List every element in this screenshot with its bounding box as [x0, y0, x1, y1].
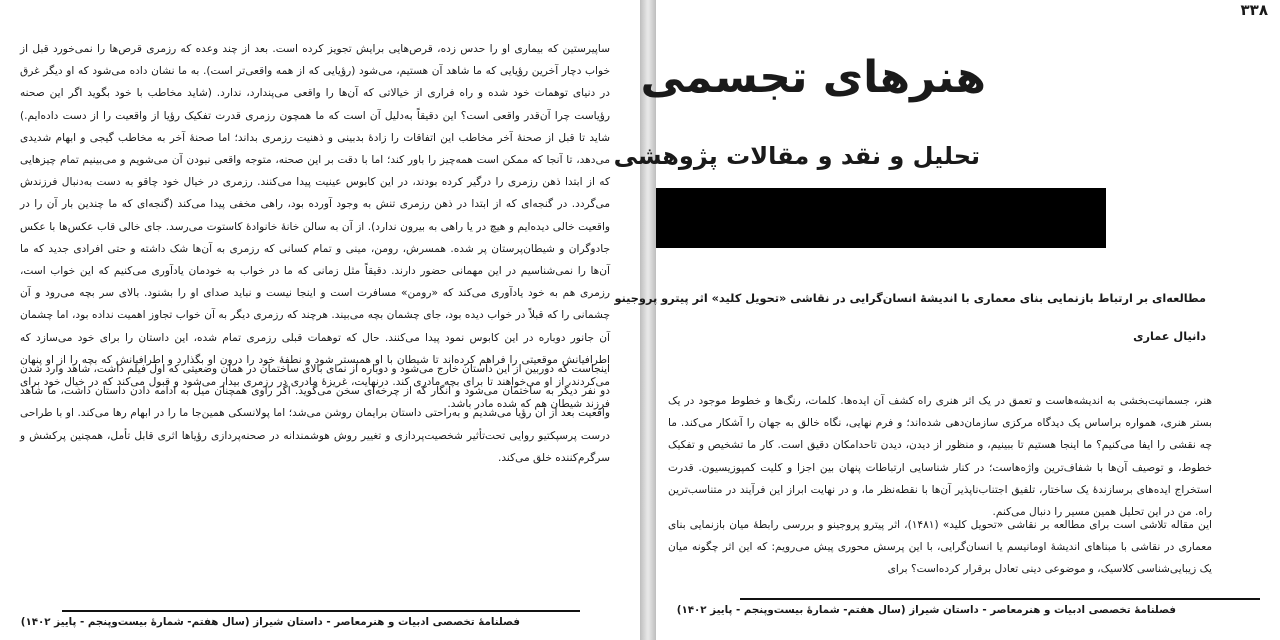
body-paragraph: هنر، جسمانیت‌بخشی به اندیشه‌هاست و تعمق در یک اثر هنری راه کشف آن ایده‌ها. کلمات، رنگ‌ها و خطوط موجود در یک بستر هنری، همواره براساس یک دیدگاه مرکزی سازمان‌دهی شده‌اند؛ و فرم نهایی، نگاه خالق به جهان را آشکار می‌کند. ما چه نقشی را ایفا می‌کنیم؟ ما اینجا هستیم تا ببینیم، و منظور از دیدن، دیدن تاحدامکان دقیق است. کار ما تشخیص و تفکیک خطوط، و توصیف آن‌ها با شفاف‌ترین واژه‌هاست؛ در کنار شناسایی ارتباطات پنهان بین اجزا و کلیت کمپوزیسیون. قدرت استخراج ایده‌های برسازندهٔ یک ساختار، تلفیق اجتناب‌ناپذیر آن‌ها با نقطه‌نظر ما، و در نهایت ابراز این فرآیند در متناسب‌ترین راه. من در این تحلیل همین مسیر را دنبال می‌کنم.	[668, 395, 1212, 519]
body-paragraph: ساپیرستین که بیماری او را حدس زده، قرص‌هایی برایش تجویز کرده است. بعد از چند وعده که رزمری قرص‌ها را نمی‌خورد قبل از خواب دچار آخرین رؤیایی که ما شاهد آن هستیم، می‌شود (رؤیایی که از همه واقعی‌تر است). به ما نشان داده می‌شود که او دیگر غرق در دنیای توهمات خود شده و راه فراری از خیالاتی که آن‌ها را واقعی می‌پندارد، ندارد. (شاید مخاطب با خود بگوید اگر این صحنه رؤیاست چرا آن‌قدر واقعی است؟ این دقیقاً به‌دلیل آن است که ما همچون رزمری قدرت تفکیک رؤیا از واقعیت را از دست داده‌ایم.) شاید تا قبل از صحنهٔ آخر مخاطب این اتفاقات را زادهٔ بدبینی و ذهنیت رزمری بداند؛ اما صحنهٔ آخر به مخاطب گیجی و ابهام شدیدی می‌دهد، تا آنجا که ممکن است همه‌چیز را باور کند؛ اما با دقت بر این صحنه، متوجه واقعی نبودن آن می‌شویم و می‌بینیم تمام چیزهایی که از ابتدا ذهن رزمری را درگیر کرده بودند، در این کابوس عینیت پیدا می‌کنند. رزمری در خیال خود چاقو به دست به‌دنبال فرزندش می‌گردد. در گنجه‌ای که از ابتدا در ذهن رزمری تنش به وجود آورده بود، راهی مخفی پیدا می‌کند (گنجه‌ای که ما چندین بار آن را در واقعیت خالی دیده‌ایم و هیچ در یا راهی به بیرون ندارد). از آن به سالن خانهٔ خانوادهٔ کاستوت می‌رسد. جای خالی قاب عکس‌ها با عکس جادوگران و شیطان‌پرستان پر شده. همسرش، رومن، مینی و تمام کسانی که رزمری به آن‌ها شک داشته و حتی افرادی جدید که ما آن‌ها را نمی‌شناسیم در این مهمانی حضور دارند. دقیقاً مثل زمانی که ما در خواب به خودمان یادآوری می‌کنیم که این خواب است، رزمری هم به خود یادآوری می‌کند که «رومن» مسافرت است و اینجا نیست و نباید صدای او را بشنود. بالای سر بچه می‌رود و آن چشمانی را که قبلاً در خواب دیده بود، جای چشمان بچه می‌بیند. هرچند که رزمری دیگر به آن خواب تجاوز اهمیت نداده بود، اما چشمان آن جانور دوباره در این کابوس نمود پیدا می‌کنند. حال که توهمات قبلی رزمری تمام شده، این داستان را برای خود می‌سازد که اطرافیانش موقعیتی را فراهم کرده‌اند تا شیطان با او همبستر شود و نطفهٔ خود را درون او بگذارد و اطرافیانش که بچه را از او پنهان می‌کردند، از او می‌خواهند تا برای بچه مادری کند. درنهایت، غریزهٔ مادری در رزمری بیدار می‌شود و قبول می‌کند که در خیال خود برای فرزند شیطان هم که شده مادر باشد.	[20, 43, 610, 411]
section-subtitle: تحلیل و نقد و مقالات پژوهشی	[613, 142, 980, 170]
article-title: مطالعه‌ای بر ارتباط بازنمایی بنای معماری با اندیشهٔ انسان‌گرایی در نقاشی «تحویل کلید» اثر پیترو پروجینو	[614, 292, 1206, 305]
footer-rule	[740, 598, 1260, 600]
redaction-block	[656, 188, 1106, 248]
body-paragraph: اینجاست که دوربین از این داستان خارج می‌شود و دوباره از نمای بالای ساختمان در همان وضعیتی که اول فیلم داشت، شاهد وارد شدن دو نفر دیگر به ساختمان می‌شود و انگار که از چرخه‌ای سخن می‌گوید. اگر راوی همچنان میل به ادامه دادن داستان داشت، ما شاهد واقعیت بعد از آن رؤیا می‌شدیم و به‌راحتی داستان برایمان روشن می‌شد؛ اما پولانسکی همین‌جا ما را در ابهام رها می‌کند. او با طراحی درست پرسپکتیو روایی تحت‌تأثیر شخصیت‌پردازی و تغییر روش هوشمندانه در صحنه‌پردازی رؤیاها اثری قابل تأمل، همچنین پرکشش و سرگرم‌کننده خلق می‌کند.	[20, 363, 610, 464]
body-paragraph: این مقاله تلاشی است برای مطالعه بر نقاشی «تحویل کلید» (۱۴۸۱)، اثر پیترو پروجینو و بررسی رابطهٔ میان بازنمایی بنای معماری در نقاشی با مبناهای اندیشهٔ اومانیسم یا انسان‌گرایی، با این پرسش محوری پیش می‌رویم: که این اثر چگونه میان یک زیبایی‌شناسی کلاسیک، و موضوعی دینی تعادل برقرار کرده‌است؟ برای	[668, 519, 1213, 576]
author-name: دانیال عماری	[1133, 330, 1206, 343]
page-footer: فصلنامهٔ تخصصی ادبیات و هنرمعاصر - داستان شیراز (سال هفتم- شمارهٔ بیست‌وپنجم - پاییز ۱۴۰۲)	[20, 616, 520, 628]
footer-rule	[62, 610, 580, 612]
right-page	[613, 0, 1280, 640]
page-number: ۳۳۸	[1240, 1, 1268, 19]
section-title: هنرهای تجسمی	[640, 52, 986, 103]
page-footer: فصلنامهٔ تخصصی ادبیات و هنرمعاصر - داستان شیراز (سال هفتم- شمارهٔ بیست‌وپنجم - پاییز ۱۴۰۲)	[676, 604, 1176, 616]
